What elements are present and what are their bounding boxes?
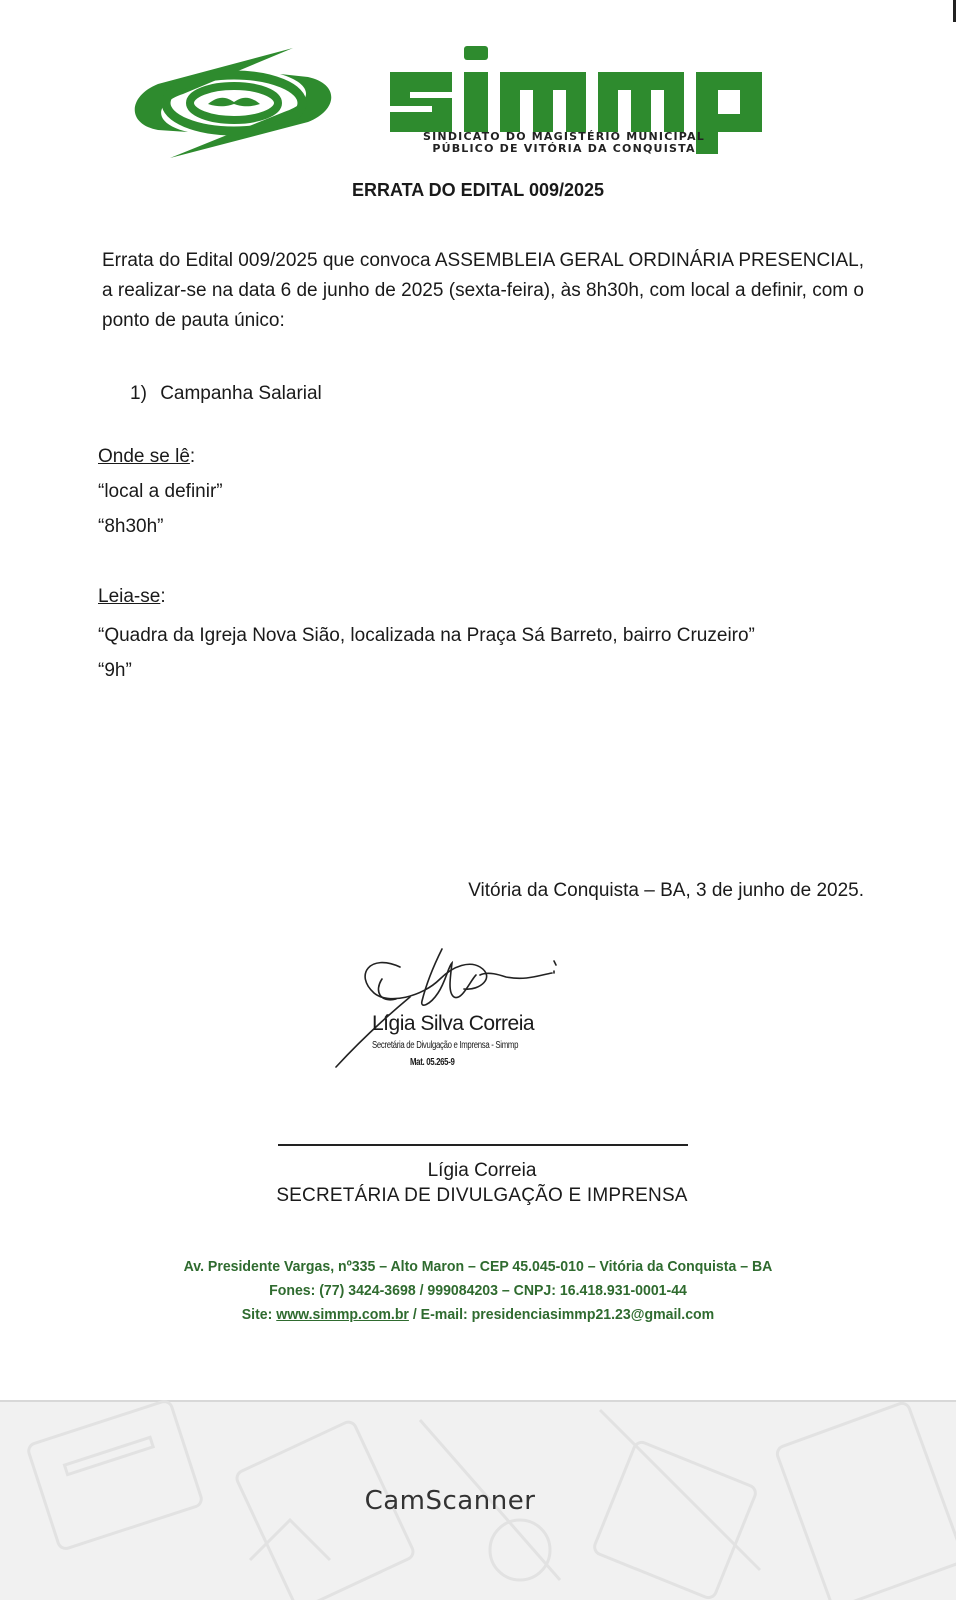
onde-se-le-label: Onde se lê: xyxy=(98,446,196,467)
agenda-item-number: 1) xyxy=(130,383,147,404)
footer-site-link[interactable]: www.simmp.com.br xyxy=(276,1306,409,1323)
scanner-watermark-bar xyxy=(0,1400,956,1600)
simmp-logo-subtitle xyxy=(384,131,744,155)
footer-contacts xyxy=(29,1303,928,1327)
signature-line xyxy=(278,1144,688,1146)
camscanner-brand: CamScanner xyxy=(364,1486,536,1516)
footer-phones: Fones: (77) 3424-3698 / 999084203 – CNPJ: 16.418.931-0001-44 xyxy=(269,1282,687,1299)
logo-subtitle-line-2: PÚBLICO DE VITÓRIA DA CONQUISTA xyxy=(432,142,696,155)
agenda-item xyxy=(130,383,322,405)
agenda-item-text: Campanha Salarial xyxy=(160,383,322,404)
dateline: Vitória da Conquista – BA, 3 de junho de 2025. xyxy=(468,880,864,901)
stamp-registration: Mat. 05.265-9 xyxy=(410,1057,455,1068)
signer-name: Lígia Correia xyxy=(427,1160,537,1181)
footer-address: Av. Presidente Vargas, nº335 – Alto Maron – CEP 45.045-010 – Vitória da Conquista – BA xyxy=(183,1258,773,1275)
logo-subtitle-line-1: SINDICATO DO MAGISTÉRIO MUNICIPAL xyxy=(423,130,705,143)
leia-se-label-text: Leia-se xyxy=(98,586,161,607)
footer-site-label: Site: xyxy=(241,1306,273,1323)
leia-se-item-2: “9h” xyxy=(98,660,132,681)
onde-se-le-label-text: Onde se lê xyxy=(98,446,190,467)
onde-se-le-item-2: “8h30h” xyxy=(98,516,164,537)
intro-paragraph: Errata do Edital 009/2025 que convoca ASSEMBLEIA GERAL ORDINÁRIA PRESENCIAL, a realizar-se na data 6 de junho de 2025 (sexta-feira), às 8h30h, com local a definir, com o ponto de pauta único: xyxy=(102,250,864,331)
footer-email: presidenciasimmp21.23@gmail.com xyxy=(471,1306,715,1323)
leia-se-item-1: “Quadra da Igreja Nova Sião, localizada na Praça Sá Barreto, bairro Cruzeiro” xyxy=(98,625,755,646)
stamp-role: Secretária de Divulgação e Imprensa - Simmp xyxy=(372,1040,519,1051)
onde-se-le-item-1: “local a definir” xyxy=(98,481,223,502)
letterhead-footer xyxy=(29,1255,928,1327)
signer-role: SECRETÁRIA DE DIVULGAÇÃO E IMPRENSA xyxy=(276,1185,688,1206)
document-title: ERRATA DO EDITAL 009/2025 xyxy=(351,180,605,200)
footer-email-label: / E-mail: xyxy=(412,1306,468,1323)
stamp-name: Lígia Silva Correia xyxy=(372,1012,535,1035)
leia-se-label: Leia-se: xyxy=(98,586,166,607)
simmp-logo-emblem-icon xyxy=(128,44,338,162)
